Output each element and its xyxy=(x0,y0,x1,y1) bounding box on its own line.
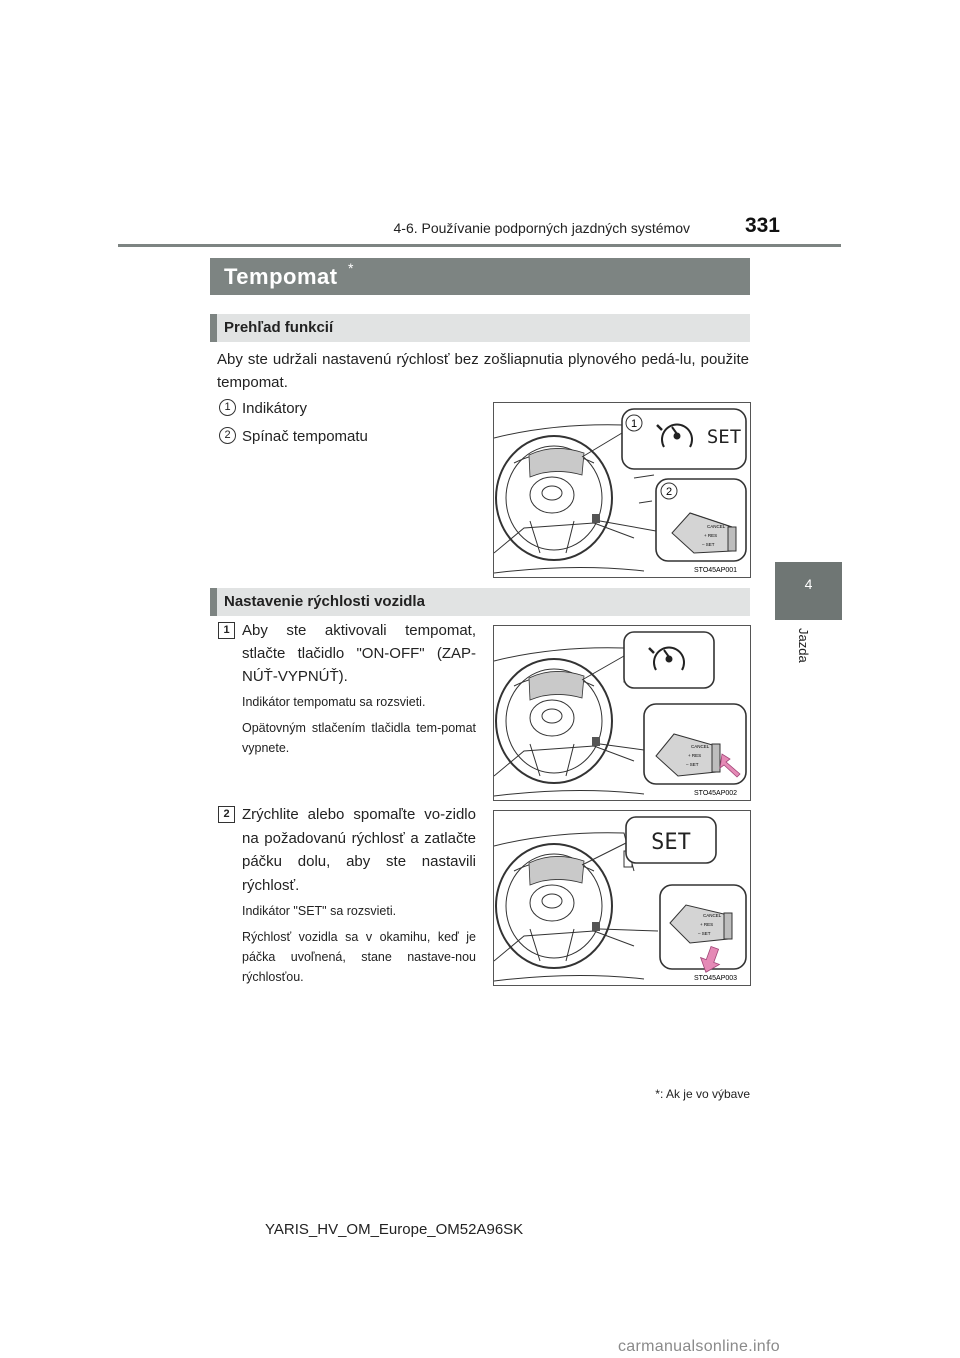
callout-2: 2 xyxy=(665,486,673,498)
svg-text:– SET: – SET xyxy=(702,542,715,547)
figure-code: STO45AP002 xyxy=(694,790,738,797)
title-asterisk: * xyxy=(348,260,354,276)
dashboard-illustration xyxy=(494,811,750,985)
page-title: Tempomat xyxy=(224,264,338,289)
step1-note-1: Indikátor tempomatu sa rozsvieti. xyxy=(242,695,426,709)
document-code: YARIS_HV_OM_Europe_OM52A96SK xyxy=(265,1221,524,1238)
set-indicator-label: SET xyxy=(706,426,742,448)
svg-text:CANCEL: CANCEL xyxy=(691,744,710,749)
step-number-1: 1 xyxy=(218,622,235,639)
svg-text:– SET: – SET xyxy=(698,931,711,936)
chapter-title: 4-6. Používanie podporných jazdných systémov xyxy=(393,220,690,236)
figure-step1 xyxy=(493,625,751,801)
set-indicator-label: SET xyxy=(651,830,691,855)
figure-overview xyxy=(493,402,751,578)
figure-step2 xyxy=(493,810,751,986)
overview-intro: Aby ste udržali nastavenú rýchlosť bez zošliapnutia plynového pedá-lu, použite tempomat. xyxy=(217,351,749,391)
item-label-switch: Spínač tempomatu xyxy=(242,428,368,445)
step2-text: Zrýchlite alebo spomaľte vo-zidlo na požadovanú rýchlosť a zatlačte páčku dolu, aby ste nastavili rýchlosť. xyxy=(242,806,476,894)
callout-1: 1 xyxy=(630,418,638,430)
step2-note-2: Rýchlosť vozidla sa v okamihu, keď je páčka uvoľnená, stane nastave-nou rýchlosťou. xyxy=(242,930,476,984)
figure-code: STO45AP003 xyxy=(694,975,738,982)
svg-text:+ RES: + RES xyxy=(700,922,714,927)
section-title-setting: Nastavenie rýchlosti vozidla xyxy=(224,593,425,610)
svg-text:CANCEL: CANCEL xyxy=(707,524,726,529)
section-title-overview: Prehľad funkcií xyxy=(224,319,334,336)
svg-text:+ RES: + RES xyxy=(704,533,718,538)
dashboard-illustration xyxy=(494,403,750,577)
svg-text:CANCEL: CANCEL xyxy=(703,913,722,918)
step2-note-1: Indikátor "SET" sa rozsvieti. xyxy=(242,904,397,918)
step-number-2: 2 xyxy=(218,806,235,823)
section-accent xyxy=(210,588,217,616)
chapter-tab-number: 4 xyxy=(804,576,813,592)
svg-text:+ RES: + RES xyxy=(688,753,702,758)
footnote: *: Ak je vo výbave xyxy=(655,1087,750,1101)
item-number-1: 1 xyxy=(219,399,236,416)
figure-code: STO45AP001 xyxy=(694,567,738,574)
item-label-indicators: Indikátory xyxy=(242,400,308,417)
item-number-2: 2 xyxy=(219,427,236,444)
section-accent xyxy=(210,314,217,342)
chapter-tab-label: Jazda xyxy=(796,628,811,663)
step1-note-2: Opätovným stlačením tlačidla tem-pomat vypnete. xyxy=(242,721,476,755)
step1-text: Aby ste aktivovali tempomat, stlačte tlačidlo "ON-OFF" (ZAP-NÚŤ-VYPNÚŤ). xyxy=(242,622,476,685)
dashboard-illustration xyxy=(494,626,750,800)
svg-text:– SET: – SET xyxy=(686,762,699,767)
header-rule xyxy=(118,244,841,247)
watermark: carmanualsonline.info xyxy=(618,1338,780,1355)
page-number: 331 xyxy=(744,214,780,237)
